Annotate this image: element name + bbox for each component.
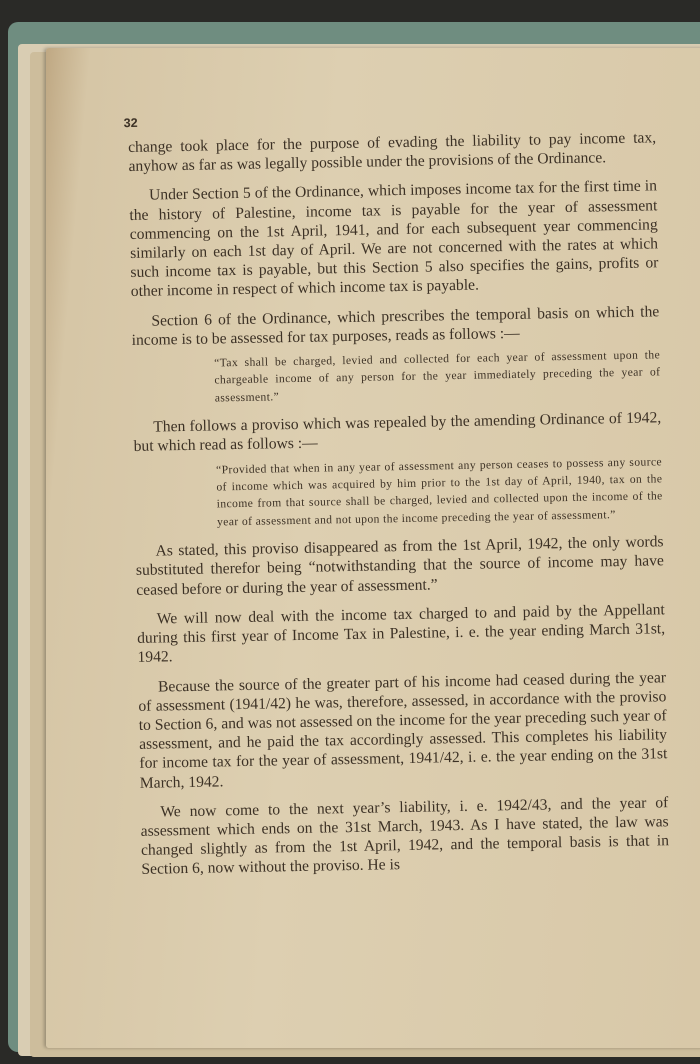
paragraph: As stated, this proviso disappeared as from the 1st April, 1942, the only words substituted therefor being “notwithstanding that the source of income may have ceased before or during the year of assessment.” (135, 533, 665, 599)
paragraph: We now come to the next year’s liability, i. e. 1942/43, and the year of assessment which ends on the 31st March, 1943. As I have stated, the law was changed slightly as from the 1st April, 1942, and the temporal basis is that in Section 6, now without the proviso. He is (140, 793, 670, 879)
paragraph: We will now deal with the income tax charged to and paid by the Appellant during this first year of Income Tax in Palestine, i. e. the year ending March 31st, 1942. (137, 601, 666, 667)
block-quote: “Provided that when in any year of assessment any person ceases to possess any source of income which was acquired by him prior to the 1st day of April, 1940, tax on the income from that source shall be charged, levied and collected upon the income of the year of assessment and not upon the income preceding the year of assessment.” (215, 454, 663, 529)
paragraph: Section 6 of the Ordinance, which prescribes the temporal basis on which the income is to be assessed for tax purposes, reads as follows :— (131, 302, 660, 349)
paragraph: Under Section 5 of the Ordinance, which imposes income tax for the first time in the history of Palestine, income tax is payable for the year of assessment commencing on the 1st April, 1941, and for each subsequent year commencing similarly on each 1st day of April. We are not concerned with the rates at which such income tax is payable, but this Section 5 also specifies the gains, profits or other income in respect of which income tax is payable. (129, 177, 659, 301)
paragraph: Because the source of the greater part of his income had ceased during the year of assessment (1941/42) he was, therefore, assessed, in accordance with the proviso to Section 6, and was not assessed on the income for the year preceding such year of assessment, and he paid the tax accordingly assessed. This completes his liability for income tax for the year of assessment, 1941/42, i. e. the year ending on the 31st March, 1942. (138, 668, 668, 792)
page-text (123, 115, 670, 889)
paragraph: Then follows a proviso which was repealed by the amending Ordinance of 1942, but which read as follows :— (133, 409, 662, 456)
page-number: 32 (123, 115, 138, 131)
block-quote: “Tax shall be charged, levied and collected for each year of assessment upon the chargeable income of any person for the year immediately preceding the year of assessment.” (214, 348, 661, 405)
paragraph: change took place for the purpose of evading the liability to pay income tax, anyhow as far as was legally possible under the provisions of the Ordinance. (128, 129, 657, 176)
